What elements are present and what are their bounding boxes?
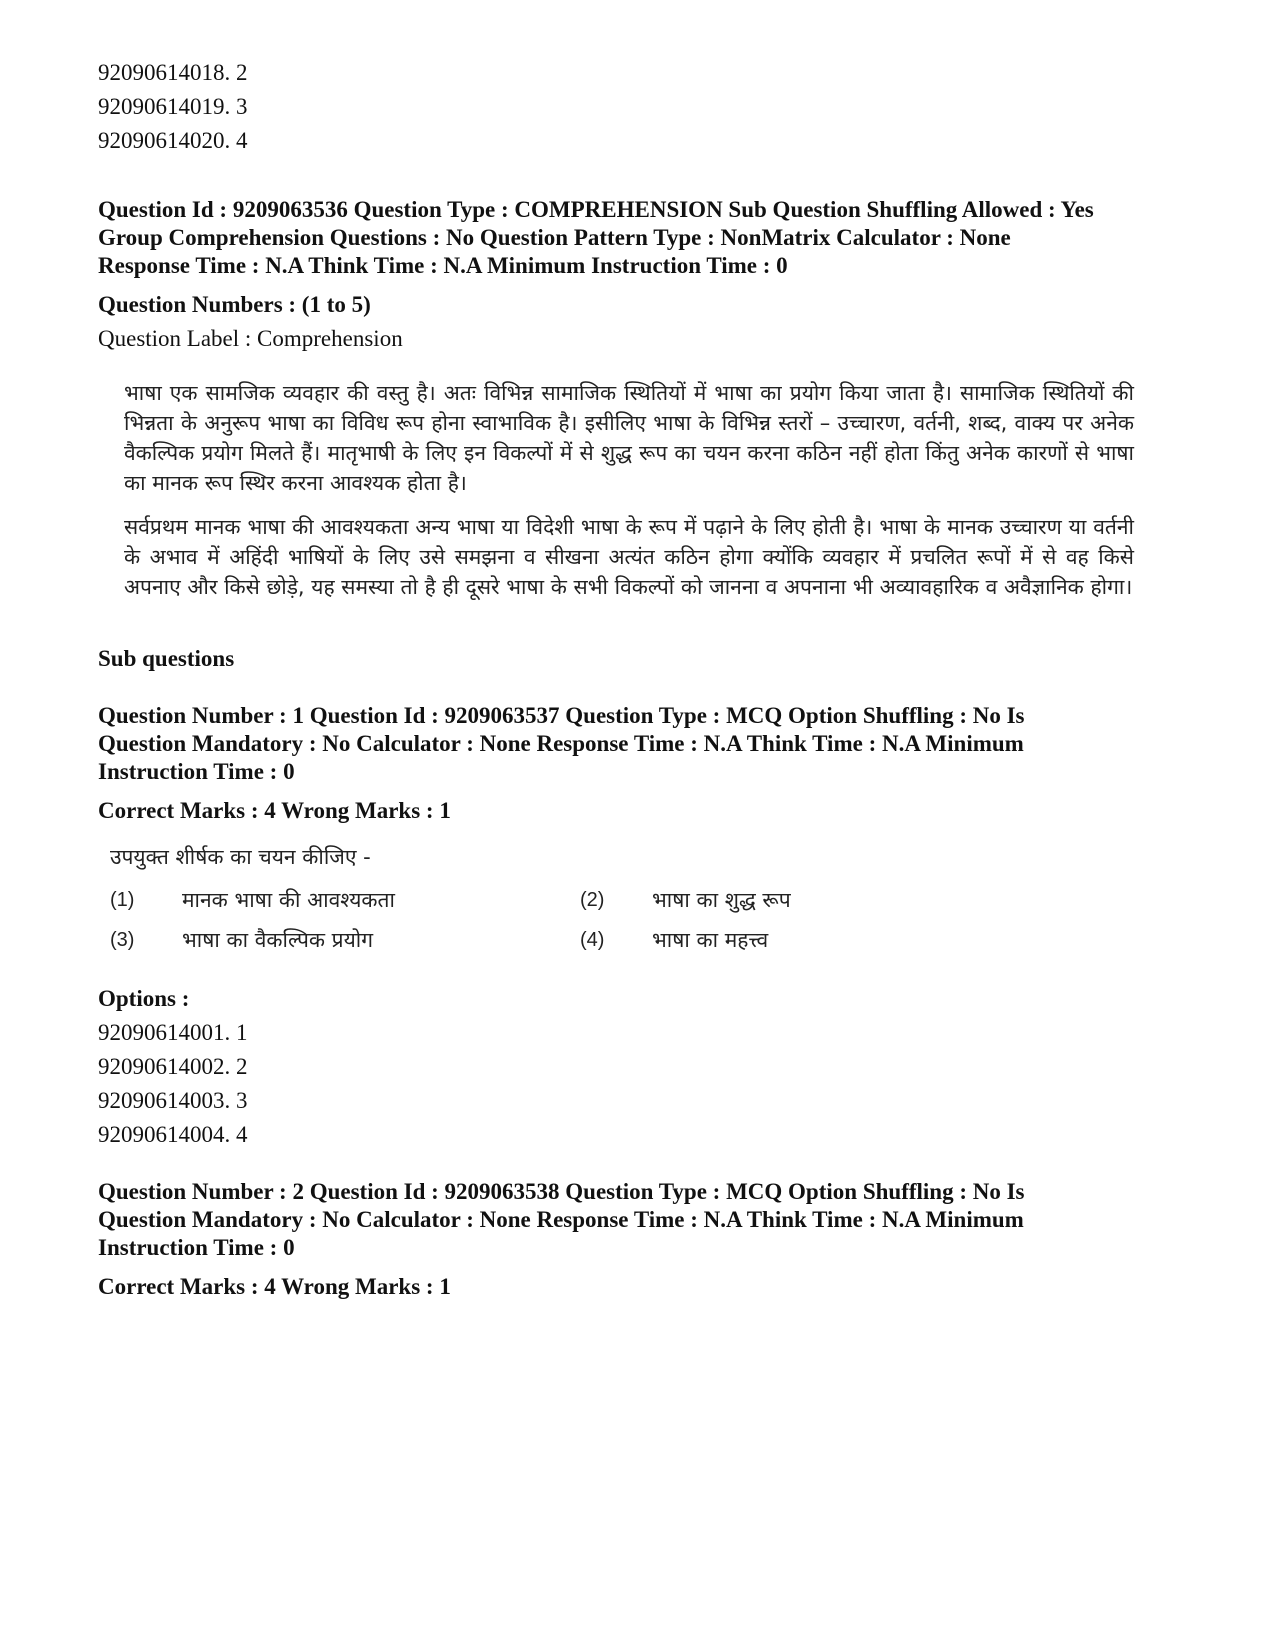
meta-line: Question Mandatory : No Calculator : None Response Time : N.A Think Time : N.A Minimum — [98, 1207, 1024, 1232]
meta-line: Question Number : 2 Question Id : 9209063538 Question Type : MCQ Option Shuffling : No Is — [98, 1179, 1025, 1204]
passage-paragraph: भाषा एक सामजिक व्यवहार की वस्तु है। अतः विभिन्न सामाजिक स्थितियों में भाषा का प्रयोग किया जाता है। सामाजिक स्थितियों की भिन्नता के अनुरूप भाषा का विविध रूप होना स्वाभाविक है। इसीलिए भाषा के विभिन्न स्तरों – उच्चारण, वर्तनी, शब्द, वाक्य पर अनेक वैकल्पिक प्रयोग मिलते हैं। मातृभाषी के लिए इन विकल्पों में से शुद्ध रूप का चयन करना कठिन नहीं होता किंतु अनेक कारणों से भाषा का मानक रूप स्थिर करना आवश्यक होता है। — [124, 381, 1134, 495]
choice-number: (1) — [110, 889, 135, 911]
choice-text: भाषा का महत्त्व — [652, 928, 769, 952]
question-numbers: Question Numbers : (1 to 5) — [98, 292, 371, 317]
choices-grid — [110, 884, 870, 956]
question-label: Question Label : Comprehension — [98, 326, 403, 351]
question-text: उपयुक्त शीर्षक का चयन कीजिए - — [110, 845, 371, 869]
choice-number: (2) — [580, 889, 605, 911]
passage-paragraph: सर्वप्रथम मानक भाषा की आवश्यकता अन्य भाषा या विदेशी भाषा के रूप में पढ़ाने के लिए होती है। भाषा के मानक उच्चारण या वर्तनी के अभाव में अहिंदी भाषियों के लिए उसे समझना व सीखना अत्यंत कठिन होगा क्योंकि व्यवहार में प्रचलित रूपों में से वह किसे अपनाए और किसे छोड़े, यह समस्या तो है ही दूसरे भाषा के सभी विकल्पों को जानना व अपनाना भी अव्यावहारिक व अवैज्ञानिक होगा। — [124, 515, 1134, 599]
choice-1 — [110, 884, 580, 916]
question-1 — [98, 702, 1198, 1152]
choice-text: भाषा का शुद्ध रूप — [652, 888, 791, 912]
sub-questions-heading: Sub questions — [98, 646, 235, 671]
question-2 — [98, 1178, 1198, 1304]
marks-line: Correct Marks : 4 Wrong Marks : 1 — [98, 798, 451, 823]
option-line: 92090614002. 2 — [98, 1054, 248, 1079]
meta-line: Question Number : 1 Question Id : 9209063537 Question Type : MCQ Option Shuffling : No Is — [98, 703, 1025, 728]
choice-2 — [580, 884, 870, 916]
meta-line: Group Comprehension Questions : No Question Pattern Type : NonMatrix Calculator : None — [98, 225, 1011, 250]
choice-text: भाषा का वैकल्पिक प्रयोग — [182, 928, 374, 952]
option-line: 92090614020. 4 — [98, 128, 248, 153]
option-line: 92090614001. 1 — [98, 1020, 248, 1045]
choice-4 — [580, 924, 870, 956]
option-line: 92090614018. 2 — [98, 60, 248, 85]
option-line: 92090614019. 3 — [98, 94, 248, 119]
meta-line: Question Mandatory : No Calculator : None Response Time : N.A Think Time : N.A Minimum — [98, 731, 1024, 756]
comprehension-meta — [98, 196, 1198, 280]
meta-line: Instruction Time : 0 — [98, 759, 295, 784]
comprehension-passage — [124, 378, 1134, 602]
option-line: 92090614003. 3 — [98, 1088, 248, 1113]
meta-line: Response Time : N.A Think Time : N.A Minimum Instruction Time : 0 — [98, 253, 788, 278]
options-heading: Options : — [98, 986, 190, 1011]
document-page — [98, 56, 1198, 1304]
meta-line: Question Id : 9209063536 Question Type : COMPREHENSION Sub Question Shuffling Allowed : Yes — [98, 197, 1094, 222]
choice-number: (4) — [580, 929, 605, 951]
choice-number: (3) — [110, 929, 135, 951]
previous-options-list — [98, 56, 1198, 158]
choice-text: मानक भाषा की आवश्यकता — [182, 888, 395, 912]
choice-3 — [110, 924, 580, 956]
meta-line: Instruction Time : 0 — [98, 1235, 295, 1260]
marks-line: Correct Marks : 4 Wrong Marks : 1 — [98, 1274, 451, 1299]
option-line: 92090614004. 4 — [98, 1122, 248, 1147]
